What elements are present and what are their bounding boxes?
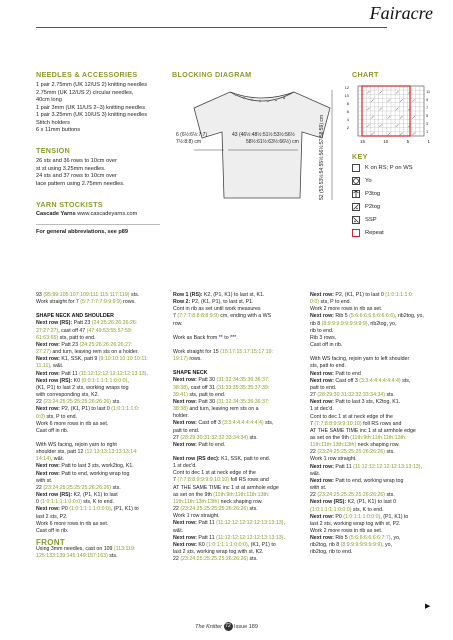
needles-line: 1 pair 3.25mm (UK 10/US 3) knitting needles	[36, 112, 147, 118]
page-number-badge: 72	[225, 623, 231, 629]
page-title: Fairacre	[369, 3, 433, 23]
needles-line: Stitch holders	[36, 119, 70, 126]
front-heading: FRONT	[36, 538, 66, 547]
key-item-yo: Yo	[352, 177, 372, 185]
continue-arrow-icon: ▶	[425, 603, 431, 610]
needles-line: 1 pair 2.75mm (UK 12/US 2) knitting needles	[36, 82, 147, 88]
tension-line: lace pattern using 2.75mm needles.	[36, 180, 125, 187]
yarn-url[interactable]: www.cascadeyarns.com	[77, 211, 138, 217]
length-label: 52 (53:53½:54:55½:56½:57:58:59) cm	[319, 114, 325, 200]
yarn-stockist	[36, 211, 137, 219]
yo-symbol	[352, 177, 360, 185]
needles-heading: NEEDLES & ACCESSORIES	[36, 70, 138, 79]
repeat-symbol	[352, 229, 360, 237]
chart-row-numbers-left: 12 10 8 6 4 2	[344, 85, 349, 130]
pattern-column-2: Row 1 (RS): K2, (P1, K1) to last st, K1. Row 2: P2, (K1, P1), to last st, P1. Cont in rib as set until work measures 7 (7:7:7:8:8:8:8:9:9) cm, ending with a WS row. Work as Back from ** to ***. Work straight for 15 (15:17:15:17:15:17:19: 19:17) rows. SHAPE NECK Next row: Patt 30 (31:32:34:35:36:36:37: 38:38), cast off 31 (31:33:35:35:35:37:39: 39:41) sts, patt to end. Next row: Patt 30 (31:32:34:35:36:36:37: 38:38) and turn, leaving rem sts on a holder. Next row: Cast off 3 (3:3:4:4:4:4:4:4:4) sts, patt to end. 27 (28:29:30:31:32:32:33:34:34) sts. Next row: Patt to end. Next row (RS dec): K1, SSK, patt to end. 1 st dec'd. Cont to dec 1 st at neck edge of the 7 (7:7:8:8:9:9:9:9:10:10) foll RS rows and AT THE SAME TIME inc 1 st at armhole edge as set on the 9th (11th:9th:11th:11th:13th: 11th:11th:13th:13th) neck shaping row. 22 (23:24:25:25:25:25:26:26:26) sts. Work 1 row straight. Next row: Patt 11 (11:12:12:12:12:12:13:13:13), w&t. Next row: Patt 11 (11:12:12:12:12:12:13:13:13). Next row: K0 (1:0:1:1:1:1:0:0:0), (K1, P1) to last 2 sts, working wrap tog with st, K2. 22 (23:24:25:25:25:25:26:26:26) sts.	[173, 292, 285, 563]
title-rule	[36, 27, 387, 28]
needles-line: 6 x 11mm buttons	[36, 127, 81, 133]
pattern-column-3: Next row: P2, (K1, P1) to last 0 (1:0:1:1:1:0: 0:0) sts, P to end. Work 2 more rows in rib as set. Next row: Rib 5 (5:6:6:6:6:6:6:6:6:6), rib2tog, yo, rib 8 (8:9:9:9:9:9:9:9:9:9), rib2tog, yo, rib to end. Rib 3 rows. Cast off in rib. With WS facing, rejoin yarn to left shoulder sts, patt to end. Next row: Patt to end Next row: Cast off 3 (3:3:4:4:4:4:4:4:4) sts, patt to end. 27 (28:29:30:31:32:32:33:34:34) sts. Next row: Patt to last 3 sts, K2tog, K1. 1 st dec'd. Cont to dec 1 st at neck edge of the 7 (7:7:8:8:9:9:9:10:10) foll RS rows and AT THE SAME TIME inc 1 st at armhole edge as set on the 9th (11th:9th:11th:11th:13th: 11th:11th:13th:13th) neck shaping row. 22 (23:24:25:25:25:25:26:26:26) sts. Work 1 row straight. Next row: Patt 11 (11:12:12:12:12:12:13:13:13), w&t. Next row: Patt to end, working wrap tog with st. 22 (23:24:25:25:25:25:26:26:26) sts. Next row (RS): K2, (P1, K1) to last 0 (1:0:1:1:1:1:0:0:0) sts, K to end. Next row: P0 (1:0:1:1:1:0:0:0), (P1, K1) to last 2 sts, working wrap tog with st, P2. Work 2 more rows in rib as set. Next row: Rib 5 (5:6:6:6:6:6:6:7:7), yo, rib2tog, rib 8 (8:9:9:9:9:9:9:9:9), yo, rib2tog, rib to end.	[310, 292, 424, 556]
tension-line: st st using 3.25mm needles.	[36, 165, 106, 172]
sweater-outline	[194, 92, 330, 198]
tension-line: 26 sts and 36 rows to 10cm over	[36, 158, 117, 164]
ssp-symbol	[352, 216, 360, 224]
page-footer: The Knitter 72 Issue 189	[195, 623, 258, 630]
key-item-p3tog: P3tog	[352, 190, 380, 198]
abbrev-note: For general abbreviations, see p89	[36, 229, 129, 235]
needles-line: 40cm long	[36, 97, 62, 103]
tension-list	[36, 158, 125, 188]
p3tog-symbol	[352, 190, 360, 198]
key-item-knit: K on RS; P on WS	[352, 164, 413, 172]
yarn-brand: Cascade Yarns	[36, 211, 76, 217]
width-label: 43 (46½:48½:51½:53½:56½ 58½:61½:63½:66½) cm	[232, 132, 299, 145]
chart-heading: CHART	[352, 70, 379, 79]
yarn-heading: YARN STOCKISTS	[36, 200, 103, 209]
pattern-column-1: 93 (95:99:105:107:109:111:115:117:119) sts. Work straight for 7 (5:7:7:7:7:9:9:9:9) rows. SHAPE NECK AND SHOULDER Next row (RS): Patt 23 (24:25:26:26:26:26: 27:27:27), cast off 47 (47:49:53:55:57:59: 61:63:65) sts, patt to end. Next row: Patt 23 (24:25:26:26:26:26:27: 27:27) and turn, leaving rem sts on a holder. Next row: K1, SSK, patt 9 (9:10:10:10:10:10:11: 11:11), w&t. Next row: Patt 11 (11:12:12:12:12:12:12:13:13). Next row (RS): K0 (0:0:1:1:1:1:1:0:0:0), (K1, P1) to last 2 sts, working wraps tog with corresponding sts, K2. 22 (23:24:25:25:25:25:26:26:26) sts. Next row: P2, (K1, P1) to last 0 (1:0:1:1:1:0: 0:0) sts, P to end. Work 6 more rows in rib as set. Cast off in rib. With WS facing, rejoin yarn to right shoulder sts, patt 12 (12:13:13:13:13:13:14: 14:14), w&t. Next row: Patt to last 3 sts, work2tog, K1. Next row: Patt to end, working wrap tog with st. 22 (23:24:25:25:25:25:26:26:26) sts. Next row (RS): K2, (P1, K1) to last 0 (1:0:1:1:1:1:0:0:0) sts, K to end. Next row: P0 (1:0:1:1:1:1:0:0:0), (P1, K1) to last 2 sts, P2. Work 6 more rows in rib as set. Cast off in rib. FRONT Using 3mm needles, cast on 109 (113:119: 125:133:139:145:149:157:163) sts.	[36, 292, 156, 560]
chart-col-numbers: 15 10 5 1	[360, 139, 430, 144]
needles-line: 1 pair 3mm (UK 11/US 2–3) knitting needles	[36, 104, 146, 111]
needles-list	[36, 82, 147, 135]
key-item-repeat: Repeat	[352, 229, 384, 237]
key-heading: KEY	[352, 152, 368, 161]
key-item-ssp: SSP	[352, 216, 377, 224]
divider	[36, 224, 160, 225]
diagram-heading: BLOCKING DIAGRAM	[172, 70, 252, 79]
shoulder-label: 6 (6½:6½:7:7) 7½:8:8) cm	[176, 132, 208, 145]
key-item-p2tog: P2tog	[352, 203, 380, 211]
tension-heading: TENSION	[36, 146, 71, 155]
p2tog-symbol	[352, 203, 360, 211]
knit-symbol	[352, 164, 360, 172]
tension-line: 24 sts and 37 rows to 10cm over	[36, 173, 117, 179]
needles-line: 2.75mm (UK 12/US 2) circular needles,	[36, 89, 134, 96]
chart-row-numbers-right: 11 9 7 5 3 1	[426, 89, 431, 134]
